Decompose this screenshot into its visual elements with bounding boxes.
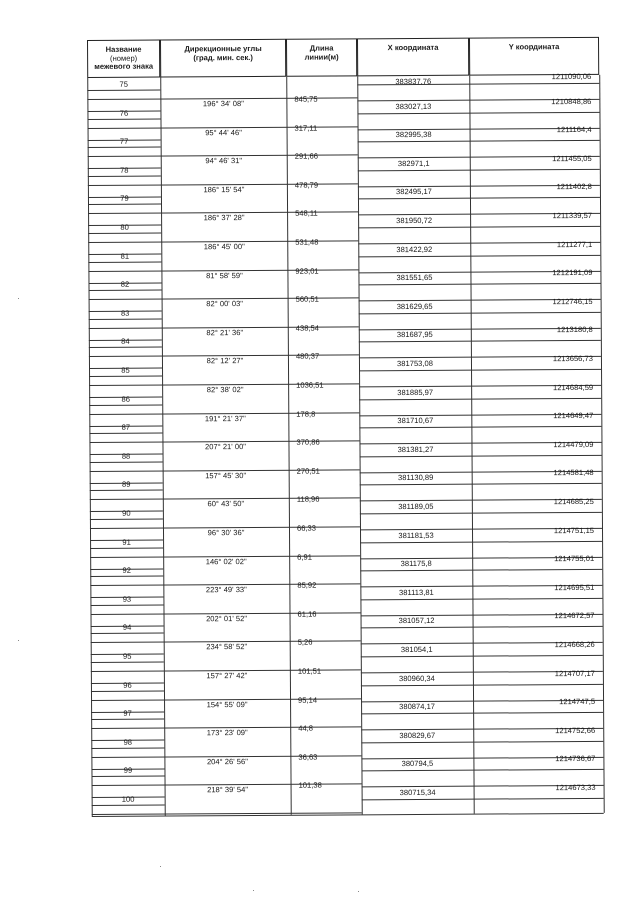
line-length: 101,38 [298, 780, 322, 791]
line-length: 370,86 [296, 437, 320, 447]
direction-angle: 157° 45' 30" [205, 470, 247, 481]
y-coordinate: 1214751,15 [553, 525, 595, 535]
x-coordinate: 381181,53 [398, 530, 434, 540]
row-rule [357, 83, 599, 85]
y-coordinate: 1213180,8 [556, 325, 593, 335]
direction-angle: 234° 58' 52" [206, 642, 248, 652]
x-coordinate: 382971,1 [397, 158, 430, 168]
point-name: 82 [120, 279, 130, 289]
row-rule [359, 312, 601, 314]
direction-angle: 82° 38' 02" [206, 385, 244, 395]
row-rule [88, 175, 161, 176]
line-length: 6,91 [297, 552, 312, 562]
point-name: 88 [121, 451, 131, 461]
y-coordinate: 1214649,47 [553, 411, 594, 421]
point-name: 79 [120, 194, 129, 204]
point-name: 100 [121, 794, 135, 804]
x-coordinate: 381629,65 [396, 301, 433, 311]
row-rule [359, 426, 601, 428]
row-rule [361, 683, 603, 685]
row-rule [91, 776, 164, 777]
line-length: 44,8 [298, 723, 314, 733]
row-rule [360, 483, 602, 485]
scan-speck [18, 298, 19, 299]
scan-speck [358, 891, 359, 892]
line-length: 478,79 [294, 180, 319, 190]
direction-angle: 60° 43' 50" [207, 499, 245, 509]
line-length: 438,54 [295, 323, 320, 333]
x-coordinate: 381057,12 [398, 616, 435, 626]
point-name: 98 [123, 737, 133, 747]
x-coordinate: 380874,17 [399, 702, 436, 712]
row-rule [358, 226, 600, 228]
x-coordinate: 381113,81 [398, 587, 434, 597]
y-coordinate: 1214752,66 [555, 725, 596, 735]
y-coordinate: 1214695,51 [554, 582, 595, 592]
column-rule [87, 78, 93, 816]
point-name: 92 [122, 565, 131, 575]
y-coordinate: 1214684,59 [552, 382, 594, 392]
direction-angle: 146° 02' 02" [205, 556, 247, 566]
y-coordinate: 1212191,09 [552, 268, 593, 278]
point-name: 75 [119, 79, 129, 89]
row-rule [89, 347, 162, 348]
line-length: 1036,51 [296, 380, 324, 390]
point-name: 96 [123, 680, 132, 690]
header-name: Название (номер) межевого знака [94, 44, 154, 71]
header-angle-cell [160, 39, 286, 78]
point-name: 86 [121, 394, 130, 404]
x-coordinate: 381189,05 [398, 501, 434, 512]
row-rule [361, 769, 603, 771]
direction-angle: 95° 44' 46" [205, 127, 242, 137]
row-rule [359, 369, 601, 371]
x-coordinate: 382995,38 [395, 130, 432, 140]
row-rule [360, 540, 602, 542]
row-rule [88, 233, 161, 234]
y-coordinate: 1214736,67 [555, 754, 596, 764]
x-coordinate: 381551,65 [396, 273, 433, 283]
column-rule [599, 75, 605, 813]
row-rule [91, 719, 164, 720]
direction-angle: 204° 26' 56" [206, 756, 248, 767]
direction-angle: 196° 34' 08" [202, 99, 244, 109]
row-rule [89, 433, 162, 434]
y-coordinate: 1214479,09 [553, 439, 594, 449]
direction-angle: 81° 58' 59" [206, 270, 243, 280]
line-length: 118,96 [296, 494, 320, 505]
x-coordinate: 381753,08 [397, 358, 433, 369]
y-coordinate: 1211277,1 [556, 239, 593, 249]
row-rule [91, 633, 164, 634]
direction-angle: 82° 21' 36" [206, 327, 244, 338]
point-name: 77 [119, 136, 129, 146]
direction-angle: 207° 21' 00" [204, 442, 246, 452]
direction-angle: 191° 21' 37" [204, 413, 246, 423]
y-coordinate: 1214581,48 [553, 468, 594, 478]
line-length: 480,37 [295, 351, 320, 362]
point-name: 99 [123, 766, 133, 776]
row-rule [361, 712, 603, 714]
point-name: 78 [120, 165, 129, 175]
row-rule [361, 626, 603, 628]
y-coordinate: 1214755,01 [554, 554, 595, 564]
point-name: 94 [122, 623, 132, 633]
row-rule [90, 519, 163, 520]
y-coordinate: 1210848,86 [551, 96, 592, 106]
direction-angle: 186° 45' 00" [203, 242, 245, 252]
direction-angle: 173° 23' 09" [206, 728, 248, 738]
boundary-coordinates-table [87, 37, 604, 808]
y-coordinate: 1211339,57 [552, 210, 593, 221]
row-rule [90, 576, 163, 577]
row-rule [89, 290, 162, 291]
line-length: 560,51 [295, 294, 319, 304]
y-coordinate: 1211455,05 [552, 153, 592, 163]
y-coordinate: 1214747,5 [559, 697, 596, 707]
point-name: 83 [120, 308, 130, 318]
point-name: 95 [123, 651, 132, 661]
direction-angle: 218° 39' 54" [207, 785, 249, 795]
header-x: X координата [387, 42, 439, 53]
y-coordinate: 1211402,8 [556, 182, 592, 192]
line-length: 531,48 [295, 237, 319, 247]
y-coordinate: 1211090,06 [551, 71, 592, 82]
header-length-cell [286, 38, 357, 76]
point-name: 76 [119, 108, 129, 118]
point-name: 93 [122, 594, 132, 604]
x-coordinate: 381175,8 [400, 559, 432, 569]
line-length: 5,26 [297, 638, 313, 648]
x-coordinate: 381054,1 [400, 644, 433, 655]
row-rule [87, 118, 160, 119]
scan-speck [18, 640, 19, 641]
row-rule [89, 404, 162, 405]
point-name: 81 [120, 251, 130, 261]
row-rule [88, 261, 161, 262]
header-name-cell [87, 40, 160, 78]
point-name: 91 [122, 537, 131, 547]
direction-angle: 154° 55' 09" [206, 699, 248, 709]
header-angle: Дирекционные углы (град. мин. сек.) [184, 43, 262, 62]
line-length: 178,8 [296, 409, 316, 419]
row-rule [362, 798, 604, 800]
row-rule [361, 741, 603, 743]
point-name: 90 [122, 508, 131, 518]
row-rule [358, 197, 600, 199]
point-name: 89 [121, 480, 131, 490]
y-coordinate: 1214668,26 [554, 639, 595, 650]
y-coordinate: 1214672,57 [554, 611, 595, 621]
row-rule [87, 90, 160, 91]
y-coordinate: 1214707,17 [554, 668, 595, 678]
line-length: 61,16 [297, 609, 317, 619]
line-length: 101,51 [297, 666, 322, 676]
row-rule [357, 111, 599, 113]
row-rule [361, 655, 603, 657]
scan-speck [160, 866, 161, 867]
direction-angle: 82° 12' 27" [206, 356, 244, 366]
line-length: 95,14 [298, 695, 318, 705]
direction-angle: 157° 27' 42" [206, 671, 248, 681]
line-length: 36,63 [298, 752, 318, 762]
line-length: 291,66 [294, 151, 318, 161]
y-coordinate: 1211164,4 [556, 125, 592, 135]
x-coordinate: 380829,67 [399, 730, 436, 740]
row-rule [358, 140, 600, 142]
x-coordinate: 380794,5 [401, 759, 434, 769]
line-length: 66,33 [296, 523, 317, 533]
point-name: 80 [120, 222, 129, 232]
y-coordinate: 1212746,15 [552, 296, 593, 306]
row-rule [358, 254, 600, 256]
row-rule [88, 147, 161, 148]
header-y: Y координата [508, 42, 560, 52]
line-length: 923,01 [295, 266, 319, 276]
x-coordinate: 380960,34 [398, 673, 435, 683]
row-rule [360, 569, 602, 571]
row-rule [88, 204, 161, 205]
line-length: 85,92 [297, 580, 317, 590]
row-rule [358, 283, 600, 285]
row-rule [360, 598, 602, 600]
row-rule [91, 662, 164, 663]
row-rule [90, 490, 163, 491]
row-rule [89, 318, 162, 319]
line-length: 548,11 [295, 208, 318, 219]
point-name: 87 [121, 422, 131, 432]
row-rule [359, 397, 601, 399]
y-coordinate: 1214685,25 [553, 496, 594, 507]
direction-angle: 202° 01' 52" [206, 613, 248, 624]
x-coordinate: 381130,89 [397, 473, 434, 483]
row-rule [89, 376, 162, 377]
row-rule [91, 690, 164, 691]
row-rule [360, 455, 602, 457]
x-coordinate: 382495,17 [395, 187, 432, 197]
scan-speck [253, 890, 254, 891]
header-length: Длина линии(м) [304, 43, 339, 62]
x-coordinate: 381687,95 [396, 330, 433, 340]
row-rule [360, 512, 602, 514]
direction-angle: 94° 46' 31" [205, 156, 243, 166]
x-coordinate: 381381,27 [397, 444, 434, 454]
row-rule [90, 604, 163, 605]
direction-angle: 186° 15' 54" [203, 184, 245, 195]
row-rule [91, 747, 164, 748]
x-coordinate: 381422,92 [396, 244, 433, 254]
header-x-cell [357, 38, 469, 77]
x-coordinate: 383027,13 [395, 101, 432, 111]
x-coordinate: 381885,97 [397, 387, 434, 397]
y-coordinate: 1213656,73 [552, 353, 593, 364]
header-y-cell [469, 37, 599, 76]
point-name: 97 [123, 708, 132, 718]
direction-angle: 82° 00' 03" [206, 299, 244, 309]
x-coordinate: 380715,34 [399, 787, 436, 798]
row-rule [90, 547, 163, 548]
direction-angle: 96° 30' 36" [207, 528, 245, 538]
line-length: 845,75 [294, 94, 318, 104]
line-length: 270,51 [296, 466, 320, 476]
x-coordinate: 383837,76 [395, 76, 432, 87]
direction-angle: 186° 37' 28" [203, 213, 245, 223]
x-coordinate: 381950,72 [396, 215, 433, 226]
point-name: 84 [121, 337, 130, 347]
row-rule [90, 461, 163, 462]
x-coordinate: 381710,67 [397, 416, 434, 426]
line-length: 317,11 [294, 123, 318, 133]
point-name: 85 [121, 365, 130, 375]
y-coordinate: 1214673,33 [555, 782, 596, 793]
row-rule [358, 169, 600, 171]
row-rule [359, 340, 601, 342]
direction-angle: 223° 49' 33" [205, 585, 247, 595]
row-rule [92, 805, 165, 806]
